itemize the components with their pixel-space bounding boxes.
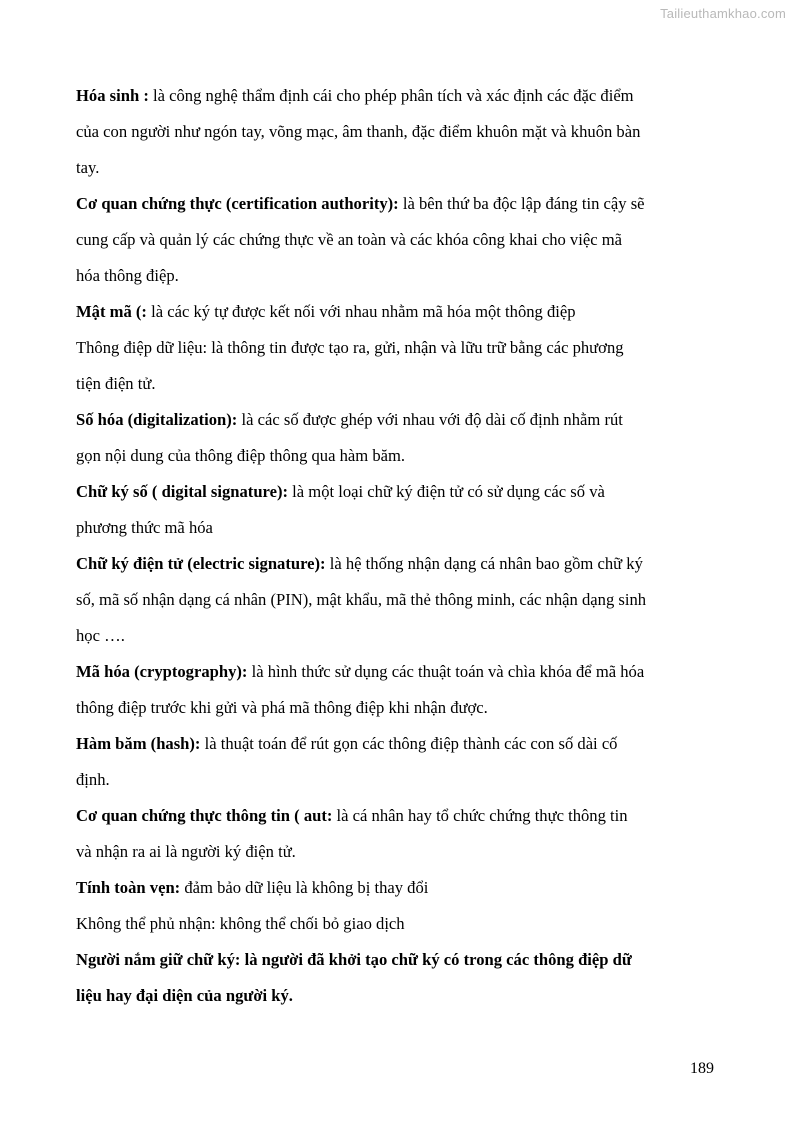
text-line bbox=[76, 618, 721, 654]
line-text: số, mã số nhận dạng cá nhân (PIN), mật khẩu, mã thẻ thông minh, các nhận dạng sinh bbox=[76, 590, 647, 609]
line-text: định. bbox=[76, 770, 110, 789]
term-label: Chữ ký điện tử (electric signature): bbox=[76, 554, 326, 573]
line-text: Không thể phủ nhận: không thể chối bỏ giao dịch bbox=[76, 914, 405, 933]
line-text: của con người như ngón tay, võng mạc, âm thanh, đặc điểm khuôn mặt và khuôn bàn bbox=[76, 122, 641, 141]
line-text: là bên thứ ba độc lập đáng tin cậy sẽ bbox=[398, 194, 645, 213]
term-label: Mật mã (: bbox=[76, 302, 147, 321]
line-text: hóa thông điệp. bbox=[76, 266, 179, 285]
line-text: là các ký tự được kết nối với nhau nhằm mã hóa một thông điệp bbox=[146, 302, 576, 321]
line-text: và nhận ra ai là người ký điện tử. bbox=[76, 842, 296, 861]
line-text: tay. bbox=[76, 158, 100, 177]
term-label: liệu hay đại diện của người ký. bbox=[76, 986, 293, 1005]
watermark-text: Tailieuthamkhao.com bbox=[660, 6, 786, 21]
line-text: là hệ thống nhận dạng cá nhân bao gồm chữ ký bbox=[325, 554, 643, 573]
text-line bbox=[76, 834, 721, 870]
text-line bbox=[76, 762, 721, 798]
text-line bbox=[76, 114, 721, 150]
line-text: là thuật toán để rút gọn các thông điệp thành các con số dài cố bbox=[200, 734, 618, 753]
term-label: Tính toàn vẹn: bbox=[76, 878, 181, 897]
text-line bbox=[76, 690, 721, 726]
text-line bbox=[76, 546, 721, 582]
term-label: Cơ quan chứng thực thông tin ( aut: bbox=[76, 806, 333, 825]
line-text: gọn nội dung của thông điệp thông qua hàm băm. bbox=[76, 446, 406, 465]
line-text: Thông điệp dữ liệu: là thông tin được tạo ra, gửi, nhận và lữu trữ bằng các phương bbox=[76, 338, 624, 357]
text-line bbox=[76, 330, 721, 366]
text-line bbox=[76, 78, 721, 114]
line-text: học …. bbox=[76, 626, 125, 645]
text-line bbox=[76, 798, 721, 834]
text-line bbox=[76, 438, 721, 474]
line-text: là các số được ghép với nhau với độ dài cố định nhằm rút bbox=[237, 410, 623, 429]
line-text: là một loại chữ ký điện tử có sử dụng các số và bbox=[288, 482, 605, 501]
text-line bbox=[76, 978, 721, 1014]
line-text: là cá nhân hay tổ chức chứng thực thông tin bbox=[332, 806, 628, 825]
line-text: cung cấp và quản lý các chứng thực về an toàn và các khóa công khai cho việc mã bbox=[76, 230, 622, 249]
text-line bbox=[76, 654, 721, 690]
text-line bbox=[76, 258, 721, 294]
text-line bbox=[76, 150, 721, 186]
term-label: Người nắm giữ chữ ký: là người đã khởi tạo chữ ký có trong các thông điệp dữ bbox=[76, 950, 632, 969]
term-label: Hóa sinh : bbox=[76, 86, 149, 105]
text-line bbox=[76, 222, 721, 258]
line-text: là hình thức sử dụng các thuật toán và chìa khóa để mã hóa bbox=[247, 662, 645, 681]
text-line bbox=[76, 294, 721, 330]
text-line bbox=[76, 510, 721, 546]
text-line bbox=[76, 942, 721, 978]
text-line bbox=[76, 186, 721, 222]
text-line bbox=[76, 906, 721, 942]
text-line bbox=[76, 366, 721, 402]
line-text: thông điệp trước khi gửi và phá mã thông điệp khi nhận được. bbox=[76, 698, 488, 717]
line-text: là công nghệ thẩm định cái cho phép phân tích và xác định các đặc điểm bbox=[148, 86, 634, 105]
term-label: Chữ ký số ( digital signature): bbox=[76, 482, 289, 501]
page-number: 189 bbox=[690, 1060, 714, 1077]
line-text: tiện điện tử. bbox=[76, 374, 156, 393]
term-label: Hàm băm (hash): bbox=[76, 734, 201, 753]
line-text: phương thức mã hóa bbox=[76, 518, 213, 537]
text-line bbox=[76, 870, 721, 906]
text-line bbox=[76, 402, 721, 438]
document-body bbox=[76, 78, 721, 1014]
text-line bbox=[76, 726, 721, 762]
text-line bbox=[76, 582, 721, 618]
text-line bbox=[76, 474, 721, 510]
term-label: Mã hóa (cryptography): bbox=[76, 662, 248, 681]
term-label: Số hóa (digitalization): bbox=[76, 410, 238, 429]
term-label: Cơ quan chứng thực (certification authority): bbox=[76, 194, 399, 213]
line-text: đảm bảo dữ liệu là không bị thay đổi bbox=[180, 878, 429, 897]
